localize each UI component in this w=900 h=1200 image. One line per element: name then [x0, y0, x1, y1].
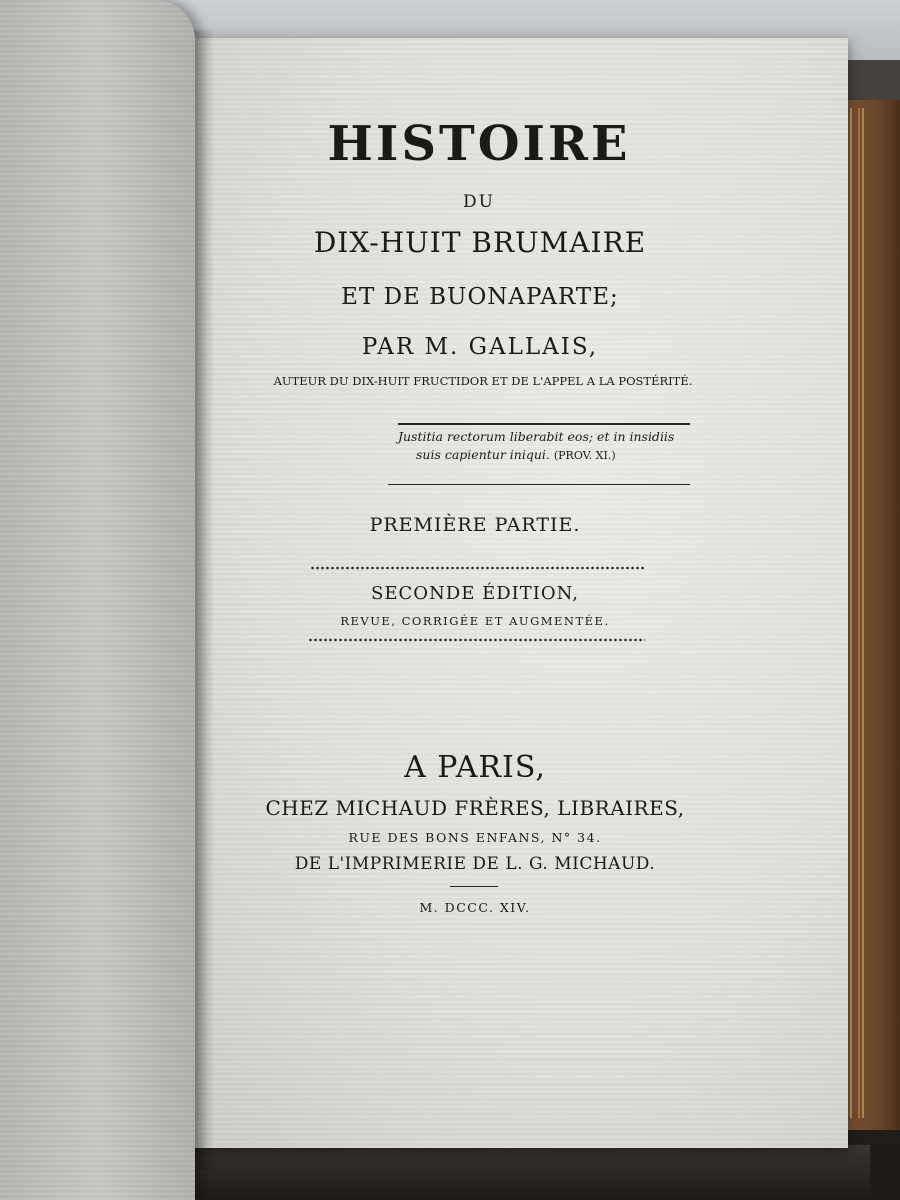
- epigraph-top-rule: [398, 423, 690, 425]
- subtitle-line-1: DIX-HUIT BRUMAIRE: [313, 226, 647, 259]
- gilt-border-line: [850, 108, 860, 1118]
- epigraph: [398, 428, 698, 465]
- part-label: PREMIÈRE PARTIE.: [369, 514, 581, 536]
- gilt-border-line-inner: [862, 108, 867, 1118]
- epigraph-line-1: Justitia rectorum liberabit eos; et in insidiis: [398, 429, 675, 444]
- publication-date: M. DCCC. XIV.: [419, 900, 531, 915]
- revision-note: REVUE, CORRIGÉE ET AUGMENTÉE.: [340, 614, 610, 628]
- table-shadow: [150, 1145, 870, 1200]
- date-rule: [450, 886, 498, 887]
- edition-label: SECONDE ÉDITION,: [371, 583, 579, 604]
- dotted-rule-bottom: [308, 638, 645, 642]
- author-credentials: AUTEUR DU DIX-HUIT FRUCTIDOR ET DE L'APPEL A LA POSTÉRITÉ.: [273, 374, 693, 388]
- title-connector: DU: [463, 192, 495, 212]
- subtitle-line-2: ET DE BUONAPARTE;: [341, 284, 619, 310]
- author-line: PAR M. GALLAIS,: [361, 334, 599, 360]
- epigraph-bottom-rule: [388, 484, 690, 485]
- publication-place: A PARIS,: [404, 750, 546, 785]
- epigraph-line-2: suis capientur iniqui.: [416, 447, 550, 462]
- epigraph-line-2-wrap: [398, 446, 698, 465]
- blank-flyleaf-page: [0, 0, 195, 1200]
- book-title: HISTOIRE: [327, 116, 631, 172]
- publisher-address: RUE DES BONS ENFANS, N° 34.: [348, 830, 602, 845]
- printer-line: DE L'IMPRIMERIE DE L. G. MICHAUD.: [294, 854, 656, 874]
- epigraph-reference: (PROV. XI.): [553, 449, 616, 462]
- dotted-rule-top: [310, 566, 645, 570]
- title-page: [188, 38, 848, 1148]
- publisher-line: CHEZ MICHAUD FRÈRES, LIBRAIRES,: [265, 796, 685, 820]
